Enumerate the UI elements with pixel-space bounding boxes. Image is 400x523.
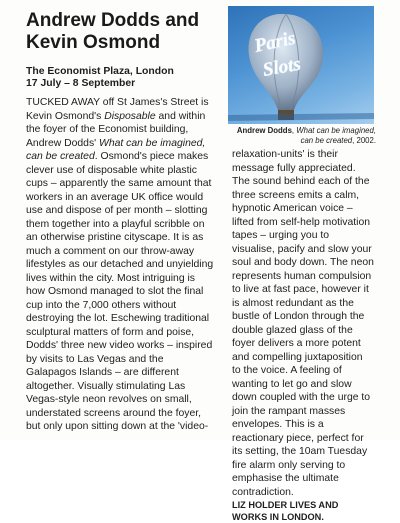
body-paragraph-1: TUCKED AWAY off St James's Street is Kevin Osmond's Disposable and within the foyer of the Economist building, Andrew Dodds' What can be imagined, can be created. Osmond's piece makes clever use of disposable white plastic cups – apparently the same amount that workers in an average UK office would use and dispose of per month – slotting them together into a playful scribble on an otherwise pristine cityscape. It is as much a comment on our throw-away lifestyles as our detached and unyielding lives within the city. Most intriguing is how Osmond managed to slot the final cup into the 7,000 others without destroying the lot. Eschewing traditional sculptural matters of form and poise, Dodds' three new video works – inspired by visits to Las Vegas and the Galapagos Islands – are different altogether. Visually stimulating Las Vegas-style neon revolves on small, understated screens around the foyer, but only upon sitting down at the 'video-: [26, 97, 214, 432]
neon-text-line-1: Paris: [252, 27, 298, 57]
caption-work-title: What can be imagined, can be created: [296, 126, 376, 145]
headline: [26, 10, 226, 54]
caption-artist: Andrew Dodds: [236, 126, 292, 135]
neon-text-line-2: Slots: [261, 53, 303, 81]
artwork-photo: [228, 6, 374, 124]
headline-line-2: Kevin Osmond: [26, 32, 161, 53]
venue-name: The Economist Plaza, London: [26, 66, 174, 77]
body-column-right: [232, 148, 374, 523]
caption-year: , 2002.: [352, 135, 376, 145]
exhibition-dates: 17 July – 8 September: [26, 78, 136, 89]
hot-air-balloon-image: [228, 6, 374, 124]
author-signature: LIZ HOLDER LIVES AND WORKS IN LONDON.: [232, 500, 339, 522]
body-column-left: [26, 96, 216, 434]
work-title-disposable: Disposable: [104, 110, 156, 122]
headline-line-1: Andrew Dodds and: [26, 10, 200, 31]
work-title-dodds: What can be imagined, can be created: [26, 137, 206, 162]
image-caption: Andrew Dodds, What can be imagined, can be created, 2002.: [236, 126, 376, 145]
body-paragraph-1-continued: relaxation-units' is their message fully appreciated. The sound behind each of the three screens emits a calm, hypnotic American voice – lifted from self-help motivation tapes – urging you to visualise, pacify and slow your soul and body down. The neon represents human compulsion to live at fast pace, however it is almost redundant as the bustle of London through the double glazed glass of the foyer delivers a more potent and compelling juxtaposition to the voice. A feeling of wanting to let go and slow down coupled with the urge to join the rampant masses envelopes. This is a reactionary piece, perfect for its setting, the 10am Tuesday fire alarm only serving to emphasise the ultimate contradiction.: [232, 149, 374, 498]
venue-block: [26, 66, 226, 90]
intro-caps: TUCKED AWAY: [26, 97, 100, 108]
